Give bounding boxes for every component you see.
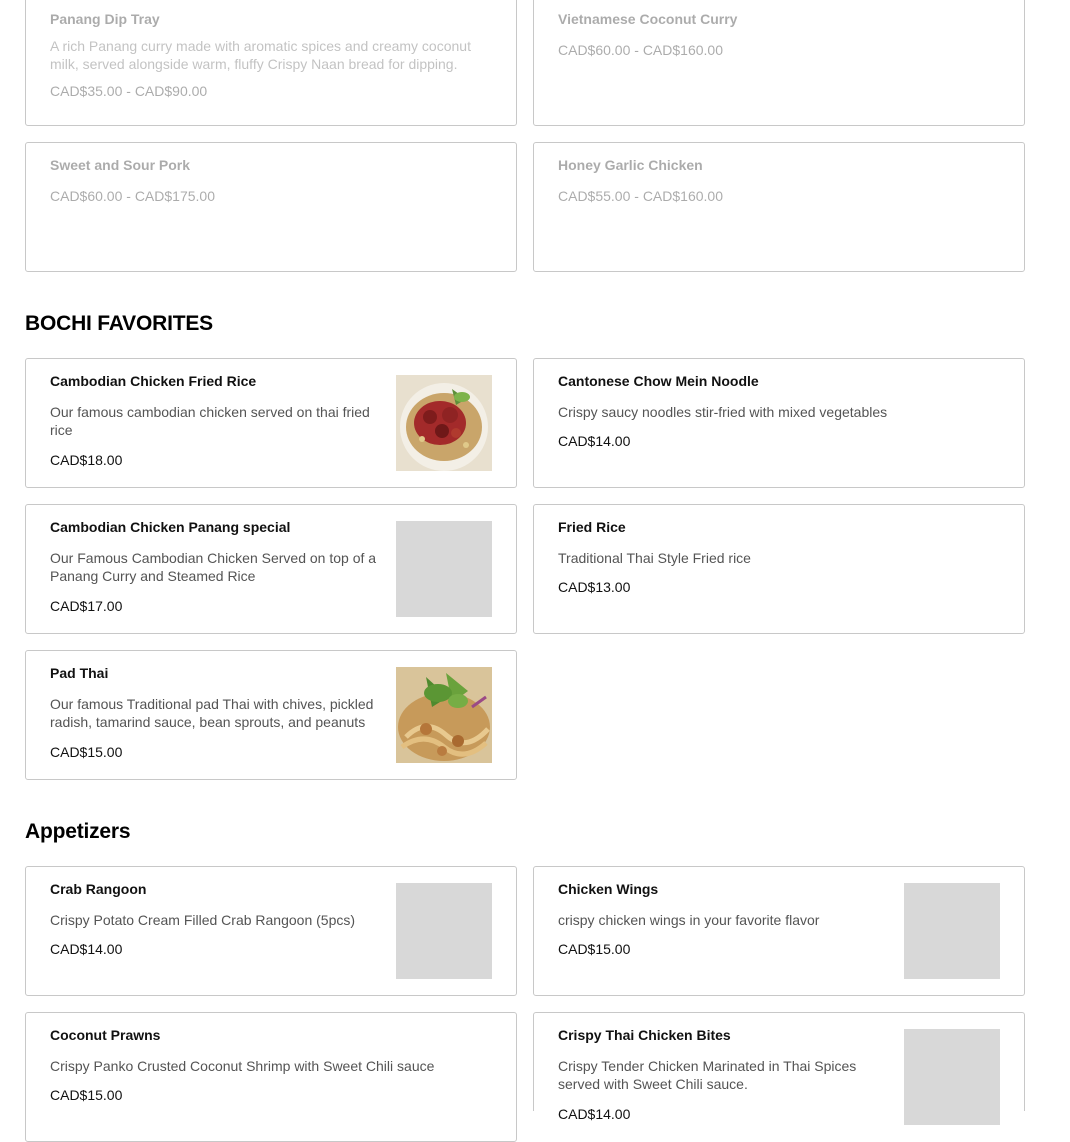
item-price: CAD$15.00 [50,1087,123,1103]
menu-item-card[interactable] [25,650,517,780]
item-image-placeholder [396,883,492,979]
item-name: Cantonese Chow Mein Noodle [558,373,759,389]
item-name: Crispy Thai Chicken Bites [558,1027,731,1043]
item-name: Honey Garlic Chicken [558,157,703,173]
menu-item-card[interactable] [533,866,1025,996]
menu-item-card[interactable] [25,0,517,126]
item-price: CAD$55.00 - CAD$160.00 [558,188,723,204]
section-title-bochi-favorites: BOCHI FAVORITES [25,312,213,335]
item-name: Cambodian Chicken Panang special [50,519,291,535]
item-image [396,375,492,471]
item-description: Crispy Potato Cream Filled Crab Rangoon (5pcs) [50,912,356,928]
item-name: Pad Thai [50,665,109,681]
item-price: CAD$17.00 [50,598,123,614]
item-name: Cambodian Chicken Fried Rice [50,373,257,389]
item-price: CAD$15.00 [50,744,123,760]
item-description: Our Famous Cambodian Chicken Served on top of a Panang Curry and Steamed Rice [50,550,377,584]
menu-item-card[interactable] [25,358,517,488]
item-description: Crispy saucy noodles stir-fried with mixed vegetables [558,404,888,420]
item-description: A rich Panang curry made with aromatic spices and creamy coconut milk, served alongside warm, fluffy Crispy Naan bread for dipping. [50,38,471,72]
section-title-appetizers: Appetizers [25,820,131,843]
menu-item-card[interactable] [533,142,1025,272]
item-description: Crispy Panko Crusted Coconut Shrimp with Sweet Chili sauce [50,1058,435,1074]
item-name: Crab Rangoon [50,881,147,897]
item-price: CAD$13.00 [558,579,631,595]
fried-rice-dish-image [396,375,492,471]
item-description: Our famous cambodian chicken served on thai fried rice [50,404,370,438]
item-image-placeholder [904,883,1000,979]
item-price: CAD$14.00 [558,433,631,449]
menu-item-card[interactable] [25,866,517,996]
item-image [396,667,492,763]
item-price: CAD$14.00 [558,1106,631,1122]
menu-item-card[interactable] [533,1012,1025,1122]
item-name: Vietnamese Coconut Curry [558,11,738,27]
item-price: CAD$18.00 [50,452,123,468]
item-description: Traditional Thai Style Fried rice [558,550,751,566]
item-description: crispy chicken wings in your favorite flavor [558,912,820,928]
item-name: Coconut Prawns [50,1027,161,1043]
menu-item-card[interactable] [533,504,1025,634]
menu-item-card[interactable] [25,504,517,634]
item-name: Panang Dip Tray [50,11,160,27]
item-image-placeholder [396,521,492,617]
item-price: CAD$14.00 [50,941,123,957]
item-description: Our famous Traditional pad Thai with chives, pickled radish, tamarind sauce, bean sprouts, and peanuts [50,696,374,730]
item-price: CAD$60.00 - CAD$160.00 [558,42,723,58]
menu-item-card[interactable] [533,358,1025,488]
item-price: CAD$60.00 - CAD$175.00 [50,188,215,204]
item-name: Chicken Wings [558,881,659,897]
menu-item-card[interactable] [25,1012,517,1142]
item-description: Crispy Tender Chicken Marinated in Thai Spices served with Sweet Chili sauce. [558,1058,857,1092]
item-price: CAD$15.00 [558,941,631,957]
menu-item-card[interactable] [533,0,1025,126]
pad-thai-dish-image [396,667,492,763]
item-name: Sweet and Sour Pork [50,157,191,173]
item-name: Fried Rice [558,519,626,535]
item-price: CAD$35.00 - CAD$90.00 [50,83,208,99]
menu-item-card[interactable] [25,142,517,272]
